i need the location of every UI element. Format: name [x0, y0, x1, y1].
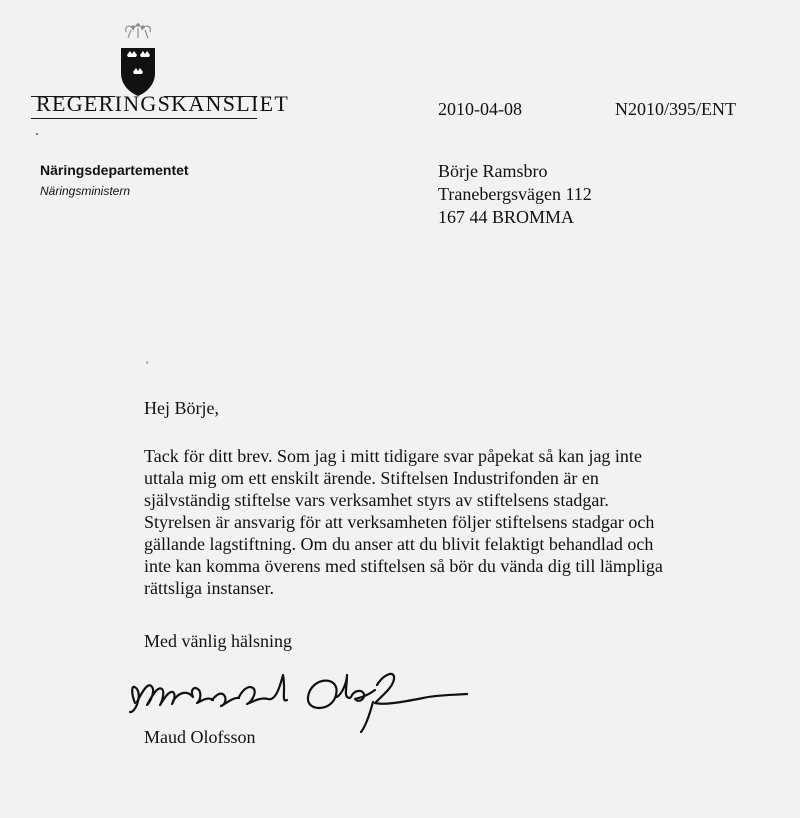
recipient-address	[438, 160, 592, 229]
recipient-name: Börje Ramsbro	[438, 161, 548, 181]
body-line: uttala mig om ett enskilt ärende. Stiftelsen Industrifonden är en	[144, 468, 599, 488]
body-line: självständig stiftelse vars verksamhet styrs av stiftelsens stadgar.	[144, 490, 609, 510]
body-line: Styrelsen är ansvarig för att verksamheten följer stiftelsens stadgar och	[144, 512, 655, 532]
body-line: rättsliga instanser.	[144, 578, 274, 598]
letter-body	[144, 445, 719, 599]
letter-greeting: Hej Börje,	[144, 398, 219, 418]
small-margin-mark: '	[146, 358, 149, 372]
signer-name: Maud Olofsson	[144, 727, 256, 747]
body-line: Tack för ditt brev. Som jag i mitt tidigare svar påpekat så kan jag inte	[144, 446, 642, 466]
sender-title: Näringsministern	[40, 184, 131, 198]
letter-reference: N2010/395/ENT	[615, 99, 736, 119]
margin-dot	[36, 133, 38, 135]
body-line: inte kan komma överens med stiftelsen så bör du vända dig till lämpliga	[144, 556, 663, 576]
recipient-postal-city: 167 44 BROMMA	[438, 207, 575, 227]
organization-name: REGERINGSKANSLIET	[36, 91, 290, 116]
government-crest-icon	[114, 20, 162, 98]
letter-date: 2010-04-08	[438, 99, 522, 119]
body-line: gällande lagstiftning. Om du anser att du blivit felaktigt behandlad och	[144, 534, 654, 554]
department-name: Näringsdepartementet	[40, 162, 189, 178]
recipient-street: Tranebergsvägen 112	[438, 184, 592, 204]
letter-closing: Med vänlig hälsning	[144, 631, 292, 651]
handwritten-signature	[123, 655, 473, 733]
